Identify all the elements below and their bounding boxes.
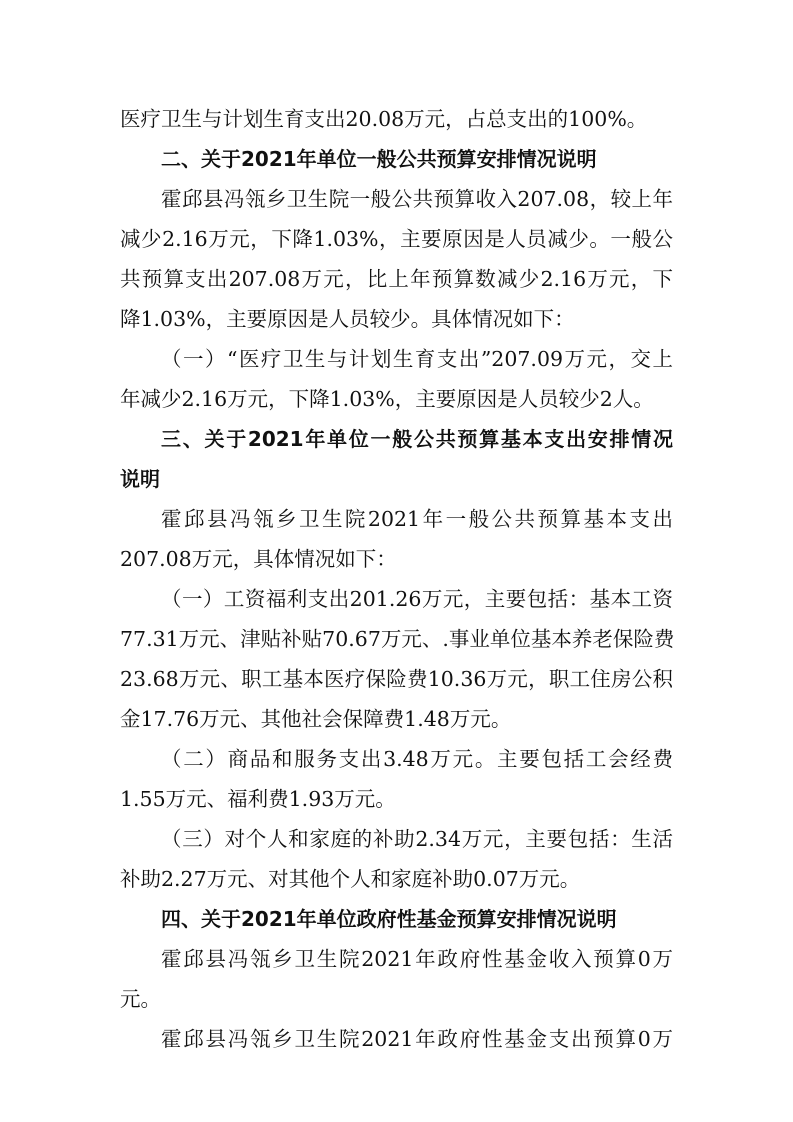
- section-heading-4: 四、关于2021年单位政府性基金预算安排情况说明: [161, 907, 617, 931]
- paragraph-line: 医疗卫生与计划生育支出20.08万元，占总支出的100%。: [120, 107, 648, 131]
- paragraph-line: 霍邱县冯瓴乡卫生院2021年政府性基金支出预算0万: [161, 1027, 673, 1051]
- document-page: [120, 0, 673, 1122]
- section-heading-3: 三、关于2021年单位一般公共预算基本支出安排情况: [161, 427, 673, 451]
- paragraph-line: 元。: [120, 987, 161, 1011]
- paragraph-line: 霍邱县冯瓴乡卫生院一般公共预算收入207.08，较上年: [161, 187, 673, 211]
- paragraph-line: （三）对个人和家庭的补助2.34万元，主要包括：生活: [161, 827, 673, 851]
- paragraph-line: 77.31万元、津贴补贴70.67万元、.事业单位基本养老保险费: [120, 627, 675, 651]
- paragraph-line: 年减少2.16万元，下降1.03%，主要原因是人员较少2人。: [120, 387, 654, 411]
- paragraph-line: 降1.03%，主要原因是人员较少。具体情况如下：: [120, 307, 575, 331]
- paragraph-line: （一）“医疗卫生与计划生育支出”207.09万元，交上: [161, 347, 673, 371]
- paragraph-line: 共预算支出207.08万元，比上年预算数减少2.16万元，下: [120, 267, 673, 291]
- paragraph-line: （二）商品和服务支出3.48万元。主要包括工会经费: [161, 747, 673, 771]
- section-heading-2: 二、关于2021年单位一般公共预算安排情况说明: [161, 147, 597, 171]
- paragraph-line: 补助2.27万元、对其他个人和家庭补助0.07万元。: [120, 867, 581, 891]
- paragraph-line: 霍邱县冯瓴乡卫生院2021年一般公共预算基本支出: [161, 507, 673, 531]
- section-heading-3-continued: 说明: [120, 467, 160, 491]
- paragraph-line: 减少2.16万元，下降1.03%，主要原因是人员减少。一般公: [120, 227, 673, 251]
- paragraph-line: 霍邱县冯瓴乡卫生院2021年政府性基金收入预算0万: [161, 947, 673, 971]
- paragraph-line: （一）工资福利支出201.26万元，主要包括：基本工资: [161, 587, 673, 611]
- paragraph-line: 金17.76万元、其他社会保障费1.48万元。: [120, 707, 512, 731]
- paragraph-line: 207.08万元，具体情况如下：: [120, 547, 397, 571]
- paragraph-line: 1.55万元、福利费1.93万元。: [120, 787, 396, 811]
- paragraph-line: 23.68万元、职工基本医疗保险费10.36万元，职工住房公积: [120, 667, 673, 691]
